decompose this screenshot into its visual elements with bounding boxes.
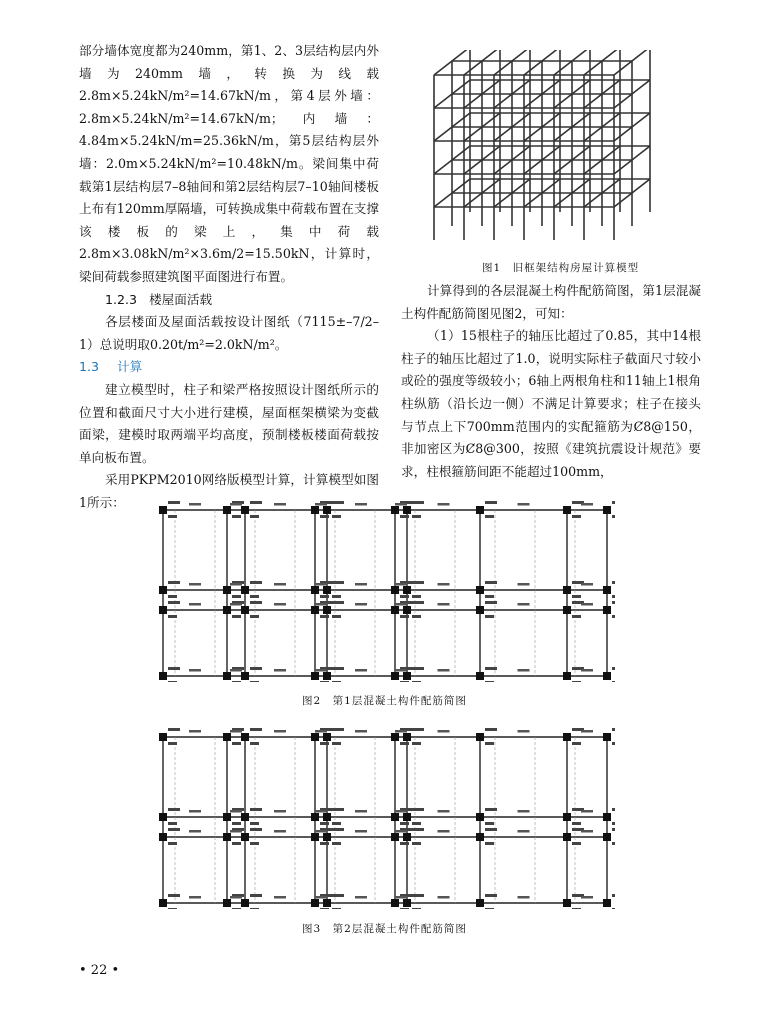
page-number: • 22 • bbox=[79, 963, 120, 978]
left-paragraph-2: 各层楼面及屋面活载按设计图纸（7115±–7/2–1）总说明取0.20t/m²=2.0kN/m²。 bbox=[79, 314, 379, 352]
figure-2-caption: 图2 第1层混凝土构件配筋简图 bbox=[302, 695, 467, 707]
left-paragraph-4: 采用PKPM2010网络版模型计算，计算模型如图1所示： bbox=[79, 472, 379, 510]
section-1-3-number: 1.3 bbox=[79, 359, 100, 375]
left-column bbox=[79, 40, 379, 514]
frame-model-wireframe bbox=[434, 50, 650, 240]
figure-3-caption: 图3 第2层混凝土构件配筋简图 bbox=[302, 923, 467, 935]
figure-3-floor-2-plan bbox=[155, 727, 615, 909]
right-column bbox=[401, 280, 701, 483]
section-1-3-title: 计算 bbox=[117, 359, 143, 375]
floor-1-reinforcement-drawing bbox=[159, 501, 615, 682]
figure-2-floor-1-plan bbox=[155, 500, 615, 682]
right-paragraph-1: 计算得到的各层混凝土构件配筋简图，第1层混凝土构件配筋简图见图2，可知： bbox=[401, 283, 701, 321]
section-1-3-heading bbox=[79, 356, 379, 379]
figure-1-frame-model bbox=[416, 50, 700, 250]
right-paragraph-2: （1）15根柱子的轴压比超过了0.85，其中14根柱子的轴压比超过了1.0，说明实际柱子截面尺寸较小或砼的强度等级较小；6轴上两根角柱和11轴上1根角柱纵筋（沿长边一侧）不满足计算要求；柱子在接头与节点上下700mm范围内的实配箍筋为Ȼ8@150，非加密区为Ȼ8@300，按照《建筑抗震设计规范》要求，柱根箍筋间距不能超过100mm， bbox=[401, 328, 701, 479]
section-1-2-3-number: 1.2.3 bbox=[105, 291, 138, 307]
left-paragraph-3: 建立模型时，柱子和梁严格按照设计图纸所示的位置和截面尺寸大小进行建模，屋面框架横梁为变截面梁，建模时取两端平均高度，预制楼板楼面荷载按单向板布置。 bbox=[79, 381, 379, 465]
figure-1-caption: 图1 旧框架结构房屋计算模型 bbox=[482, 262, 640, 274]
left-paragraph-1: 部分墙体宽度都为240mm，第1、2、3层结构层内外墙为240mm墙，转换为线载2.8m×5.24kN/m²=14.67kN/m，第4层外墙：2.8m×5.24kN/m²=14.67kN/m；内墙：4.84m×5.24kN/m=25.36kN/m，第5层结构层外墙：2.0m×5.24kN/m²=10.48kN/m。梁间集中荷载第1层结构层7–8轴间和第2层结构层7–10轴间楼板上布有120mm厚隔墙，可转换成集中荷载布置在支撑该楼板的梁上，集中荷载2.8m×3.08kN/m²×3.6m/2=15.50kN，计算时，梁间荷载参照建筑图平面图进行布置。 bbox=[79, 43, 379, 284]
section-1-2-3-heading bbox=[79, 289, 379, 312]
floor-2-reinforcement-drawing bbox=[159, 728, 615, 909]
section-1-2-3-title: 楼屋面活载 bbox=[149, 291, 213, 307]
